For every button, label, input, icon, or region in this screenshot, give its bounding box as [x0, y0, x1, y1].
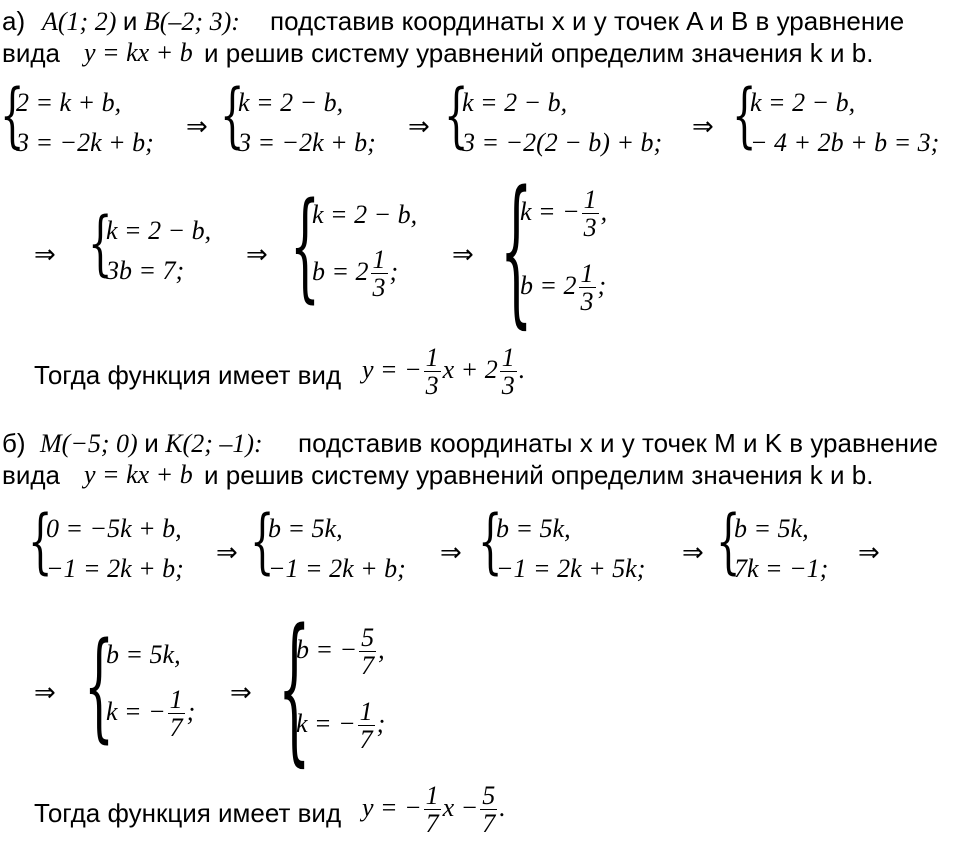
arrow-a6: ⇒: [452, 240, 474, 270]
part-b-equation-form: y = kx + b: [84, 460, 193, 489]
arrow-a4: ⇒: [34, 240, 56, 270]
fraction: $\frac{1}{3}$: [372, 245, 386, 303]
part-a-result-text: Тогда функция имеет вид: [34, 360, 342, 390]
part-b-label: б): [2, 428, 26, 458]
arrow-b2: ⇒: [440, 538, 462, 568]
arrow-a5: ⇒: [246, 240, 268, 270]
point-k: K(2; –1):: [165, 429, 263, 458]
part-b-result-formula: y = − $\frac{1}{7}$ x − $\frac{5}{7}$ .: [362, 781, 506, 839]
arrow-a1: ⇒: [186, 112, 208, 142]
arrow-a3: ⇒: [692, 112, 714, 142]
part-b-intro-line2-start: вида: [2, 460, 60, 490]
point-b: B(–2; 3):: [143, 7, 240, 36]
part-a-intro-line2-end: и решив систему уравнений определим значения k и b.: [204, 38, 874, 68]
point-m: M(−5; 0): [40, 429, 138, 458]
part-b-result-text: Тогда функция имеет вид: [34, 798, 342, 828]
part-a-intro-line2-start: вида: [2, 38, 60, 68]
arrow-b3: ⇒: [682, 538, 704, 568]
arrow-b5: ⇒: [34, 678, 56, 708]
part-b-points: [40, 430, 263, 457]
arrow-b1: ⇒: [216, 538, 238, 568]
point-a: A(1; 2): [42, 7, 117, 36]
part-a-result-formula: y = − $\frac{1}{3}$ x + 2 $\frac{1}{3}$ .: [362, 343, 526, 401]
part-a-points: [42, 8, 240, 35]
and-word: и: [122, 6, 138, 36]
part-b-intro-line2-end: и решив систему уравнений определим значения k и b.: [204, 460, 874, 490]
part-a-intro-line1: подставив координаты x и y точек A и B в уравнение: [270, 6, 905, 36]
part-b-intro-line1: подставив координаты x и y точек M и K в уравнение: [298, 428, 938, 458]
arrow-a2: ⇒: [408, 112, 430, 142]
part-a-label: а): [2, 6, 26, 36]
arrow-b4: ⇒: [858, 538, 880, 568]
and-word: и: [144, 428, 159, 458]
arrow-b6: ⇒: [230, 678, 252, 708]
part-a-equation-form: y = kx + b: [84, 38, 193, 67]
